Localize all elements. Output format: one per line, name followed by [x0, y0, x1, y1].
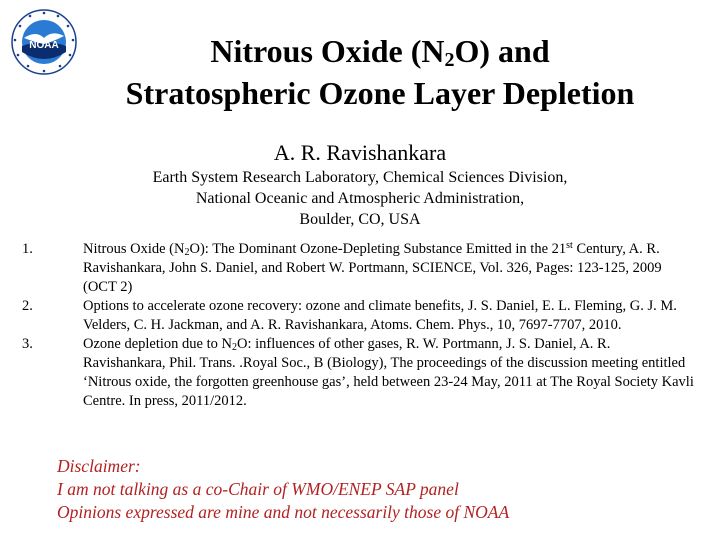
reference-text: Ozone depletion due to $N_2O$: influences of other gases, R. W. Portmann, J. S. Daniel, A. R. Ravishankara, Phil. Trans. .Royal Soc., B (Biology), The proceedings of the discussion meeting entitled ‘Nitrous oxide, the forgotten greenhouse gas’, held between 23-24 May, 2011 at The Royal Society Kavli Centre. In press, 2011/2012.: [83, 336, 694, 409]
title-line-1: Nitrous Oxide $(N_2O)$ and: [210, 33, 550, 71]
disclaimer-heading: Disclaimer:: [57, 456, 141, 476]
affiliation: [0, 167, 720, 230]
affiliation-line-1: Earth System Research Laboratory, Chemical Sciences Division,: [152, 169, 568, 186]
affiliation-line-2: National Oceanic and Atmospheric Administration,: [195, 190, 525, 207]
affiliation-line-3: Boulder, CO, USA: [299, 211, 421, 228]
disclaimer: [57, 455, 707, 524]
title-line-2: Stratospheric Ozone Layer Depletion: [125, 75, 635, 111]
reference-text: Nitrous Oxide $(N_2O)$: The Dominant Ozone-Depleting Substance Emitted in the 21st Century, A. R. Ravishankara, John S. Daniel, and Robert W. Portmann, SCIENCE, Vol. 326, Pages: 123-125, 2009 (OCT 2): [83, 240, 662, 295]
reference-item: [22, 297, 696, 335]
disclaimer-line-1: I am not talking as a co-Chair of WMO/ENEP SAP panel: [57, 479, 459, 499]
reference-list: [22, 240, 696, 411]
logo-text: NOAA: [29, 40, 59, 51]
reference-number: 3.: [22, 336, 33, 352]
author-name: A. R. Ravishankara: [273, 140, 447, 165]
reference-text: Options to accelerate ozone recovery: ozone and climate benefits, J. S. Daniel, E. L. Fleming, G. J. M. Velders, C. H. Jackman, and A. R. Ravishankara, Atoms. Chem. Phys., 10, 7697-7707, 2010.: [83, 298, 677, 333]
reference-number: 2.: [22, 298, 33, 314]
reference-item: [22, 335, 696, 411]
reference-item: [22, 240, 696, 297]
disclaimer-line-2: Opinions expressed are mine and not necessarily those of NOAA: [57, 502, 510, 522]
reference-number: 1.: [22, 241, 33, 257]
slide-title: [60, 30, 700, 114]
